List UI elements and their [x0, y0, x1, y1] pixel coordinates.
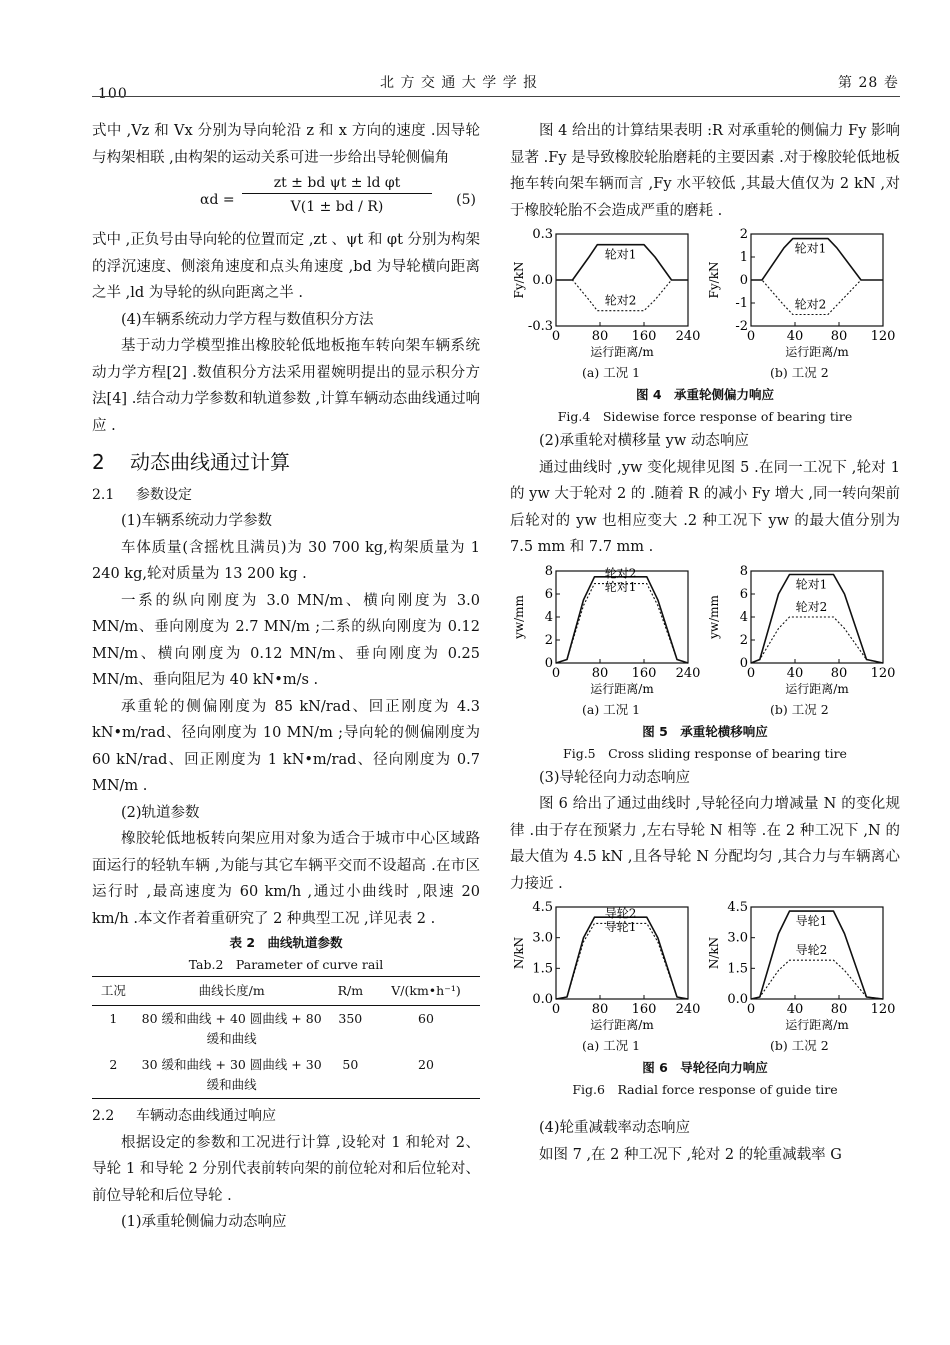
fig5-subcaptions	[510, 697, 900, 721]
y-tick-label: 8	[739, 563, 748, 579]
header-rule	[92, 96, 900, 97]
series-line-2	[751, 617, 883, 663]
fig6-charts	[510, 897, 900, 1033]
series-label: 轮对1	[795, 576, 828, 591]
para-fig4-discussion: 图 4 给出的计算结果表明 :R 对承重轮的侧偏力 Fy 影响显著 .Fy 是导致橡胶轮胎磨耗的主要因素 .对于橡胶轮低地板拖车转向架车辆而言 ,Fy 水平较低 ,其最大值仅为 2 kN ,对于橡胶轮胎不会造成严重的磨耗 .	[510, 123, 900, 219]
y-tick-label: 1.5	[532, 961, 553, 977]
eq-denominator: V(1 ± bd / R)	[290, 199, 384, 215]
para-tire-stiffness: 承重轮的侧偏刚度为 85 kN/rad、回正刚度为 4.3 kN•m/rad、径向刚度为 10 MN/m ;导向轮的侧偏刚度为 60 kN/rad、回正刚度为 1 kN•m/rad、径向刚度为 0.7 MN/m .	[92, 698, 480, 794]
fig6-caption-cn: 图 6 导轮径向力响应	[642, 1060, 768, 1075]
series-label: 导轮1	[795, 914, 828, 929]
section-2-1-title: 参数设定	[136, 486, 192, 503]
fig5-caption-cn: 图 5 承重轮横移响应	[642, 723, 768, 739]
table-cell: 2	[92, 1052, 135, 1099]
x-tick-label: 160	[631, 329, 657, 344]
series-label: 轮对2	[795, 599, 828, 614]
fig6-subcaptions	[510, 1033, 900, 1057]
y-tick-label: 6	[544, 586, 553, 602]
y-tick-label: 0	[544, 655, 553, 671]
subheading-sidewise: (1)承重轮侧偏力动态响应	[121, 1214, 287, 1230]
fig4-charts	[510, 224, 900, 360]
series-label: 轮对1	[604, 579, 637, 594]
series-label: 导轮2	[604, 906, 637, 921]
fig5a-chart	[510, 561, 705, 697]
x-tick-label: 0	[551, 1002, 561, 1017]
y-tick-label: 0.0	[532, 992, 553, 1007]
y-tick-label: -0.3	[527, 319, 553, 334]
x-tick-label: 80	[591, 329, 609, 344]
x-axis-label: 运行距离/m	[785, 345, 849, 359]
series-label: 轮对1	[604, 247, 637, 262]
para-fig7-discussion: 如图 7 ,在 2 种工况下 ,轮对 2 的轮重减载率 G	[539, 1146, 842, 1163]
fig5a-subcaption: (a) 工况 1	[582, 701, 641, 717]
x-tick-label: 80	[591, 665, 609, 681]
y-tick-label: 4.5	[532, 900, 553, 915]
fig6b-chart	[705, 897, 900, 1033]
y-axis-label: N/kN	[512, 936, 526, 970]
series-label: 轮对2	[794, 297, 827, 312]
y-tick-label: 3.0	[727, 930, 748, 946]
section-2-1-heading	[92, 482, 480, 509]
y-tick-label: 4	[739, 609, 748, 625]
volume-label: 第 28 卷	[838, 75, 899, 91]
y-tick-label: 0	[739, 273, 748, 288]
y-axis-label: N/kN	[707, 936, 721, 970]
x-tick-label: 80	[830, 1002, 848, 1017]
x-tick-label: 160	[631, 665, 657, 681]
x-axis-label: 运行距离/m	[590, 345, 654, 359]
fig6-caption-en: Fig.6 Radial force response of guide tire	[572, 1082, 838, 1097]
subheading-2: (2)轨道参数	[121, 804, 200, 821]
section-2-2-number: 2.2	[92, 1108, 115, 1124]
fig4b-chart	[705, 224, 900, 360]
fig4-subcaptions	[510, 360, 900, 384]
journal-title: 北 方 交 通 大 学 学 报	[380, 75, 539, 91]
page-number: 100	[98, 86, 128, 102]
table-cell: 50	[329, 1052, 372, 1099]
para-mass: 车体质量(含摇枕且满员)为 30 700 kg,构架质量为 1 240 kg,轮对质量为 13 200 kg .	[92, 539, 480, 582]
equation-5	[92, 171, 480, 227]
y-tick-label: -1	[735, 296, 748, 311]
y-axis-label: Fy/kN	[707, 261, 721, 299]
x-tick-label: 240	[675, 329, 701, 344]
fig4a-chart	[510, 224, 705, 360]
y-tick-label: 2	[544, 632, 553, 648]
x-tick-label: 160	[631, 1002, 657, 1017]
para-calculation: 根据设定的参数和工况进行计算 ,设轮对 1 和轮对 2、导轮 1 和导轮 2 分别代表前转向架的前位轮对和后位轮对、前位导轮和后位导轮 .	[92, 1134, 480, 1204]
subheading-4: (4)车辆系统动力学方程与数值积分方法	[121, 311, 374, 328]
table-header: R/m	[329, 977, 372, 1006]
eq-number: (5)	[456, 192, 476, 208]
table-header: 工况	[92, 977, 135, 1006]
series-line-2	[751, 960, 883, 999]
series-label: 轮对2	[604, 293, 637, 308]
table-cell: 80 缓和曲线 + 40 圆曲线 + 80 缓和曲线	[141, 1011, 322, 1046]
x-axis-label: 运行距离/m	[785, 681, 849, 696]
y-tick-label: 2	[739, 227, 748, 242]
x-axis-label: 运行距离/m	[590, 1018, 654, 1032]
y-tick-label: 1	[739, 250, 748, 265]
section-2-heading	[92, 449, 480, 476]
section-2-1-number: 2.1	[92, 486, 115, 503]
eq-lhs: αd =	[200, 192, 235, 208]
series-label: 导轮1	[604, 920, 637, 935]
x-tick-label: 0	[746, 329, 756, 344]
table-2	[92, 976, 480, 1099]
table-2-title-cn: 表 2 曲线轨道参数	[229, 935, 343, 950]
table-header: 曲线长度/m	[135, 977, 329, 1006]
x-tick-label: 40	[786, 329, 804, 344]
series-label: 导轮2	[795, 943, 828, 958]
x-axis-label: 运行距离/m	[785, 1018, 849, 1032]
x-tick-label: 240	[675, 1002, 701, 1017]
x-tick-label: 240	[675, 665, 701, 681]
section-2-number: 2	[92, 450, 105, 474]
x-tick-label: 40	[786, 665, 804, 681]
y-tick-label: 6	[739, 586, 748, 602]
y-tick-label: 0.0	[532, 273, 553, 288]
series-line-2	[556, 923, 688, 999]
subheading-unloading: (4)轮重减载率动态响应	[539, 1120, 691, 1136]
eq-numerator: zt ± bd ψt ± ld φt	[242, 173, 432, 194]
x-tick-label: 80	[591, 1002, 609, 1017]
x-tick-label: 120	[870, 329, 896, 344]
series-label: 轮对1	[794, 241, 827, 256]
fig4-caption-en: Fig.4 Sidewise force response of bearing tire	[557, 409, 853, 424]
y-axis-label: Fy/kN	[512, 261, 526, 299]
fig4a-subcaption: (a) 工况 1	[582, 365, 641, 380]
y-axis-label: yw/mm	[512, 594, 526, 639]
table-row	[92, 1006, 480, 1053]
x-tick-label: 120	[870, 665, 896, 681]
para-velocity: 式中 ,Vz 和 Vx 分别为导向轮沿 z 和 x 方向的速度 .因导轮与构架相联 ,由构架的运动关系可进一步给出导轮侧偏角	[92, 123, 480, 166]
para-fig6-discussion: 图 6 给出了通过曲线时 ,导轮径向力增减量 N 的变化规律 .由于存在预紧力 ,左右导轮 N 相等 .在 2 种工况下 ,N 的最大值为 4.5 kN ,且各导轮 N 分配均匀 ,其合力与车辆离心力接近 .	[510, 796, 900, 892]
x-axis-label: 运行距离/m	[590, 681, 654, 696]
table-row	[92, 1052, 480, 1099]
x-tick-label: 80	[830, 665, 848, 681]
fig5-charts	[510, 561, 900, 697]
table-cell: 60	[418, 1011, 434, 1026]
y-tick-label: 2	[739, 632, 748, 648]
x-tick-label: 120	[870, 1002, 896, 1017]
y-tick-label: 8	[544, 563, 553, 579]
fig6a-chart	[510, 897, 705, 1033]
fig4b-subcaption: (b) 工况 2	[770, 365, 829, 380]
fig6b-subcaption: (b) 工况 2	[770, 1038, 829, 1053]
series-line-2	[556, 583, 688, 662]
y-tick-label: 4	[544, 609, 553, 625]
y-tick-label: 4.5	[727, 900, 748, 915]
x-tick-label: 80	[830, 329, 848, 344]
right-column	[510, 118, 900, 1168]
table-cell: 350	[338, 1011, 363, 1026]
table-header: V/(km•h⁻¹)	[372, 977, 480, 1006]
y-tick-label: 0	[739, 655, 748, 671]
section-2-2-heading	[92, 1103, 480, 1130]
table-cell: 1	[109, 1011, 118, 1026]
fig4-caption-cn: 图 4 承重轮侧偏力响应	[635, 387, 775, 402]
x-tick-label: 0	[746, 665, 756, 681]
y-tick-label: 0.3	[532, 227, 553, 242]
table-cell: 30 缓和曲线 + 30 圆曲线 + 30 缓和曲线	[135, 1052, 329, 1099]
y-tick-label: 0.0	[727, 992, 748, 1007]
y-tick-label: 3.0	[532, 930, 553, 946]
fig5-caption-en: Fig.5 Cross sliding response of bearing tire	[563, 745, 847, 761]
para-symbols: 式中 ,正负号由导向轮的位置而定 ,zt 、ψt 和 φt 分别为构架的浮沉速度、侧滚角速度和点头角速度 ,bd 为导轮横向距离之半 ,ld 为导轮的纵向距离之半 .	[92, 232, 481, 301]
section-2-2-title: 车辆动态曲线通过响应	[136, 1108, 276, 1124]
para-dynamics: 基于动力学模型推出橡胶轮低地板拖车转向架车辆系统动力学方程[2] .数值积分方法采用翟婉明提出的显示积分方法[4] .结合动力学参数和轨道参数 ,计算车辆动态曲线通过响应 .	[92, 338, 480, 434]
section-2-title: 动态曲线通过计算	[130, 450, 290, 474]
fig6a-subcaption: (a) 工况 1	[582, 1038, 641, 1053]
x-tick-label: 40	[786, 1002, 804, 1017]
table-cell: 20	[372, 1052, 480, 1099]
para-stiffness: 一系的纵向刚度为 3.0 MN/m、横向刚度为 3.0 MN/m、垂向刚度为 2.7 MN/m ;二系的纵向刚度为 0.12 MN/m、横向刚度为 0.12 MN/m、垂向刚度为 0.25 MN/m、垂向阻尼为 40 kN•m/s .	[92, 592, 480, 688]
table-header-row	[92, 977, 480, 1006]
para-track: 橡胶轮低地板转向架应用对象为适合于城市中心区域路面运行的轻轨车辆 ,为能与其它车辆平交而不设超高 .在市区运行时 ,最高速度为 60 km/h ,通过小曲线时 ,限速 20 km/h .本文作者着重研究了 2 种典型工况 ,详见表 2 .	[92, 831, 480, 927]
series-label: 轮对2	[604, 566, 637, 581]
y-tick-label: 1.5	[727, 961, 748, 977]
subheading-1: (1)车辆系统动力学参数	[121, 513, 273, 529]
fig5b-subcaption: (b) 工况 2	[770, 701, 829, 717]
x-tick-label: 0	[551, 329, 561, 344]
y-axis-label: yw/mm	[707, 594, 721, 639]
subheading-radial-force: (3)导轮径向力动态响应	[539, 769, 691, 786]
fig5b-chart	[705, 561, 900, 697]
left-column	[92, 118, 480, 1236]
y-tick-label: -2	[735, 319, 748, 334]
table-2-title-en: Tab.2 Parameter of curve rail	[188, 957, 384, 972]
x-tick-label: 0	[746, 1002, 756, 1017]
para-fig5-discussion: 通过曲线时 ,yw 变化规律见图 5 .在同一工况下 ,轮对 1 的 yw 大于轮对 2 的 .随着 R 的减小 Fy 增大 ,同一转向架前后轮对的 yw 也相应变大 .2 种工况下 yw 的最大值分别为 7.5 mm 和 7.7 mm .	[510, 459, 900, 555]
x-tick-label: 0	[551, 665, 561, 681]
subheading-cross-sliding: (2)承重轮对横移量 yw 动态响应	[539, 433, 749, 449]
